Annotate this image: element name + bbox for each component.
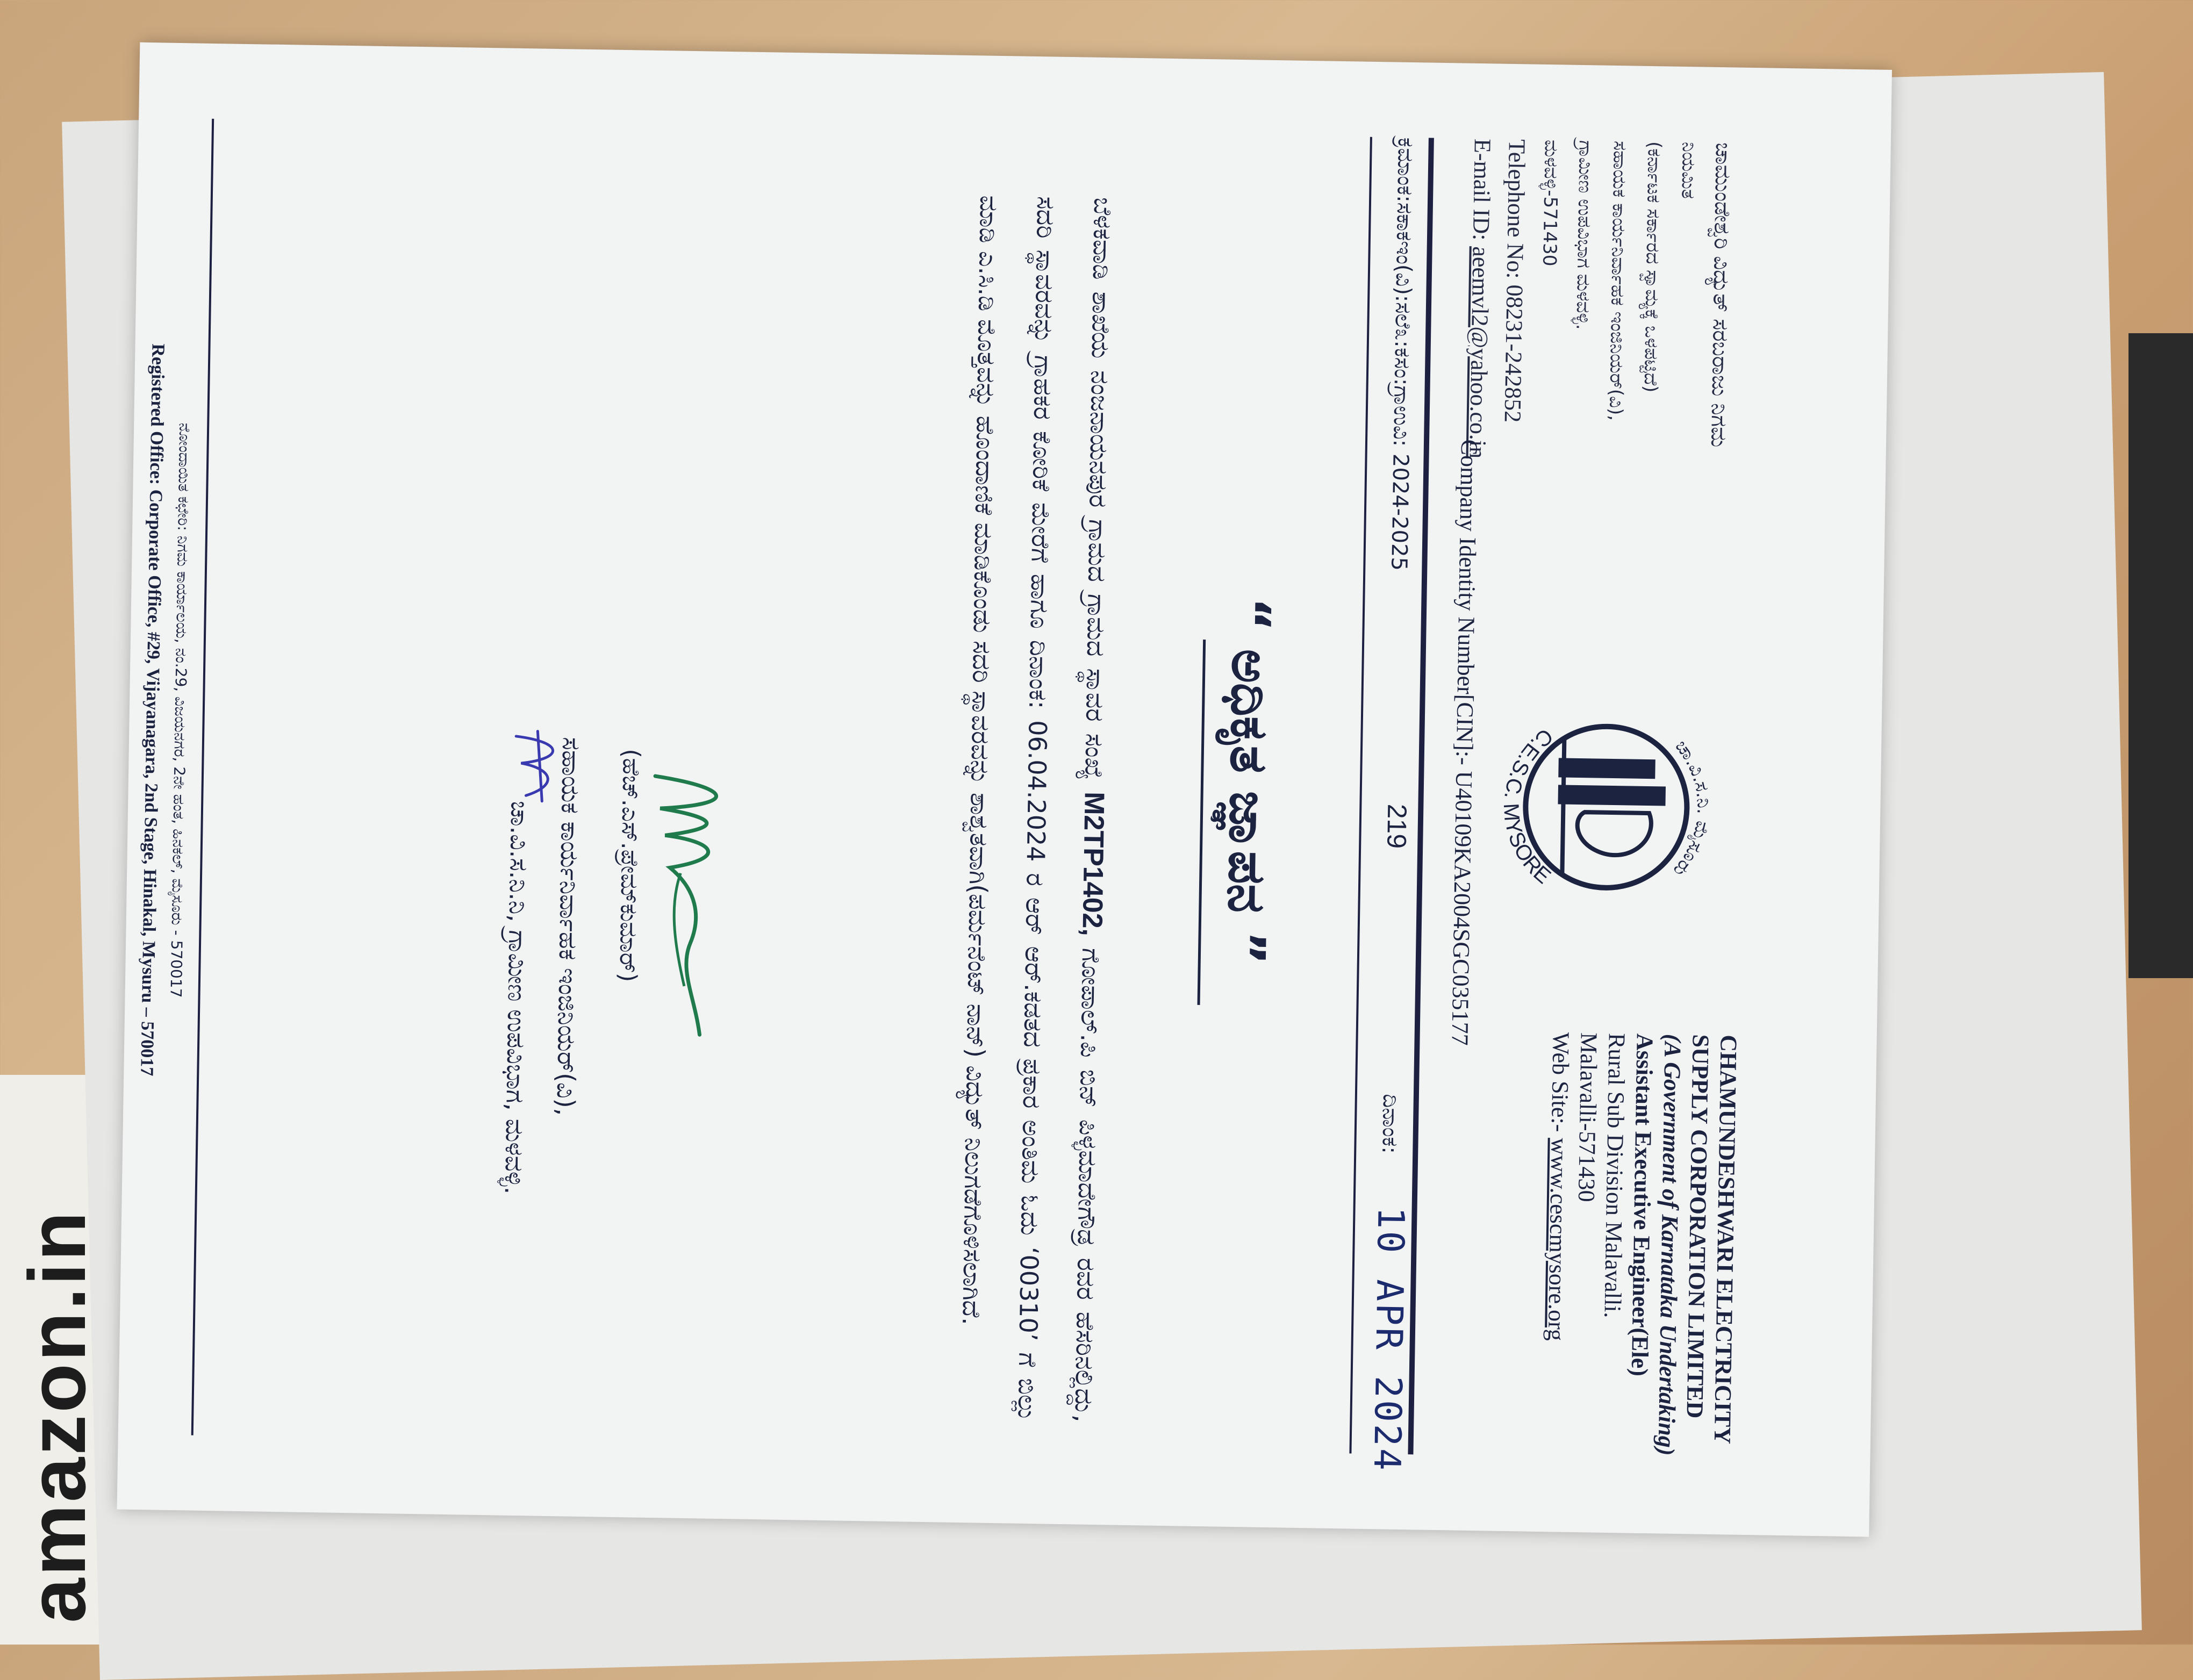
memo-body bbox=[941, 195, 1132, 1423]
kn-org-line1: ಚಾಮುಂಡೇಶ್ವರಿ ವಿದ್ಯುತ್ ಸರಬರಾಜು ನಿಗಮ bbox=[1705, 142, 1736, 448]
date-stamp: 10 APR 2024 bbox=[1365, 1206, 1412, 1473]
registered-office-footer bbox=[132, 343, 199, 1076]
cesc-logo bbox=[1475, 676, 1737, 938]
kn-pin: ಮಳವಳ್ಳಿ-571430 bbox=[1538, 139, 1562, 267]
footer-english: Registered Office: Corporate Office, #29, Vijayanagara, 2nd Stage, Hinakal, Mysuru – 570017 bbox=[137, 343, 168, 1076]
en-org-line3: (A Government of Karnataka Undertaking) bbox=[1653, 1033, 1686, 1456]
reference-number-handwritten: 219 bbox=[1381, 803, 1413, 849]
kn-org-line2: ನಿಯಮಿತ bbox=[1677, 141, 1700, 199]
kannada-letterhead bbox=[1460, 139, 1740, 463]
telephone-line: Telephone No: 08231-242852 bbox=[1499, 139, 1530, 423]
signatory-name: (ಹೆಚ್.ಎಸ್.ಪ್ರೇಮ್‌ಕುಮಾರ್) bbox=[614, 748, 645, 982]
signature-stroke bbox=[651, 776, 717, 1035]
initials-signature bbox=[504, 726, 575, 807]
meter-number: M2TP1402, bbox=[1076, 791, 1110, 937]
signature-stroke-tail bbox=[673, 873, 686, 986]
kn-office: ಸಹಾಯಕ ಕಾರ್ಯನಿರ್ವಾಹಕ ಇಂಜಿನಿಯರ್(ವಿ), bbox=[1604, 140, 1631, 421]
officer-signature bbox=[629, 765, 763, 1046]
email-address[interactable]: aeemvl2@yahoo.co.in bbox=[1464, 246, 1494, 459]
logo-pylon-right bbox=[1558, 785, 1666, 806]
en-office: Assistant Executive Engineer(Ele) bbox=[1626, 1033, 1658, 1377]
logo-leaf bbox=[1577, 812, 1651, 856]
logo-base bbox=[1562, 737, 1564, 877]
website-link[interactable]: www.cescmysore.org bbox=[1543, 1138, 1573, 1341]
en-org-line1: CHAMUNDESHWARI ELECTRICITY bbox=[1709, 1035, 1742, 1445]
memo-title-underline bbox=[1198, 640, 1206, 1005]
dark-object-edge bbox=[2128, 333, 2193, 978]
amazon-box-print: amazon.in bbox=[12, 1209, 102, 1623]
date-label: ದಿನಾಂಕ: bbox=[1377, 1094, 1403, 1154]
logo-top-text: ಚಾ.ವಿ.ಸ.ನಿ. ಮೈಸೂರು bbox=[1668, 736, 1715, 881]
en-org-line2: SUPPLY CORPORATION LIMITED bbox=[1681, 1034, 1714, 1419]
logo-bottom-text: C.E.S.C. MYSORE bbox=[1499, 723, 1558, 889]
email-line bbox=[1460, 139, 1500, 459]
footer-rule bbox=[191, 119, 214, 1435]
en-pin: Malavalli-571430 bbox=[1573, 1032, 1602, 1202]
website-label: Web Site:- bbox=[1546, 1032, 1574, 1132]
email-label: E-mail ID: bbox=[1467, 138, 1496, 241]
memo-body-rest: ಗೋಪಾಲ್.ಪಿ ಬಿನ್ ಪಿಳ್ಳಮಾದೇಗೌಡ್ರ ರವರ ಹೆಸರಿನಲ್ಲಿದ್ದು, ಸದರಿ ಸ್ಥಾವರವನ್ನು ಗ್ರಾಹಕರ ಕೋರಿಕೆ ಮೇರೆಗೆ ಹಾಗೂ ದಿನಾಂಕ: 06.04.2024 ರ ಆರ್ ಆರ್.ಕಡತದ ಪ್ರಕಾರ ಅಂತಿಮ ಓದು ‘00310’ ಗೆ ಬಿಲ್ಲು ಮಾಡಿ ಎ.ಸಿ.ಡಿ ಮೊತ್ತವನ್ನು ಹೊಂದಾಣಿಕೆ ಮಾಡಿಕೊಂಡು ಸದರಿ ಸ್ಥಾವರವನ್ನು ಶಾಶ್ವತವಾಗಿ(ಪರ್ಮನೆಂಟ್ ನಾನ್) ವಿದ್ಯುತ್ ನಿಲುಗಡೆಗೊಳಿಸಲಾಗಿದೆ. bbox=[957, 195, 1106, 1423]
memo-body-start: ಬೆಳಕವಾಡಿ ಶಾಖೆಯ ನಂಜನಾಯನಪುರ ಗ್ರಾಮದ ಗ್ರಾಮದ ಸ್ಥಾವರ ಸಂಖ್ಯೆ bbox=[1079, 197, 1118, 780]
kn-subdivision: ಗ್ರಾಮೀಣ ಉಪವಿಭಾಗ ಮಳವಳ್ಳಿ. bbox=[1572, 140, 1596, 331]
logo-pylon-left bbox=[1558, 758, 1656, 779]
designation-line2: ಚಾ.ವಿ.ಸ.ನಿ.ನಿ, ಗ್ರಾಮೀಣ ಉಪವಿಭಾಗ, ಮಳವಳ್ಳಿ. bbox=[499, 800, 535, 1195]
memo-title: “ ಅಧಿಕೃತ ಜ್ಞಾಪನ ” bbox=[1215, 597, 1282, 965]
english-letterhead bbox=[1540, 1032, 1742, 1456]
initials-stroke bbox=[515, 731, 553, 801]
designation-line1: ಸಹಾಯಕ ಕಾರ್ಯನಿರ್ವಾಹಕ ಇಂಜಿನಿಯರ್(ವಿ), bbox=[551, 737, 586, 1116]
company-identity-number: Company Identity Number[CIN]:- U40109KA2004SGC035177 bbox=[1446, 439, 1483, 1046]
kn-org-line3: (ಕರ್ನಾಟಕ ಸರ್ಕಾರದ ಸ್ವಾಮ್ಯಕ್ಕೆ ಒಳಪಟ್ಟಿದೆ) bbox=[1639, 141, 1665, 393]
footer-kannada: ನೋಂದಾಯಿತ ಕಛೇರಿ: ನಿಗಮ ಕಾರ್ಯಾಲಯ, ನಂ.29, ವಿಜಯನಗರ, 2ನೇ ಹಂತ, ಹಿನಕಲ್, ಮೈಸೂರು - 570017 bbox=[167, 422, 194, 998]
reference-text: ಕ್ರಮಾಂಕ:ಸಕಾಕಇಂ(ವಿ):ಸಲೆ೩:ಕಸಂ:ಗ್ರಾಉವಿ: 2024-2025 bbox=[1386, 137, 1418, 571]
en-subdivision: Rural Sub Division Malavalli. bbox=[1599, 1032, 1630, 1318]
logo-ring bbox=[1524, 725, 1688, 889]
official-memo-sheet bbox=[117, 42, 1892, 1537]
